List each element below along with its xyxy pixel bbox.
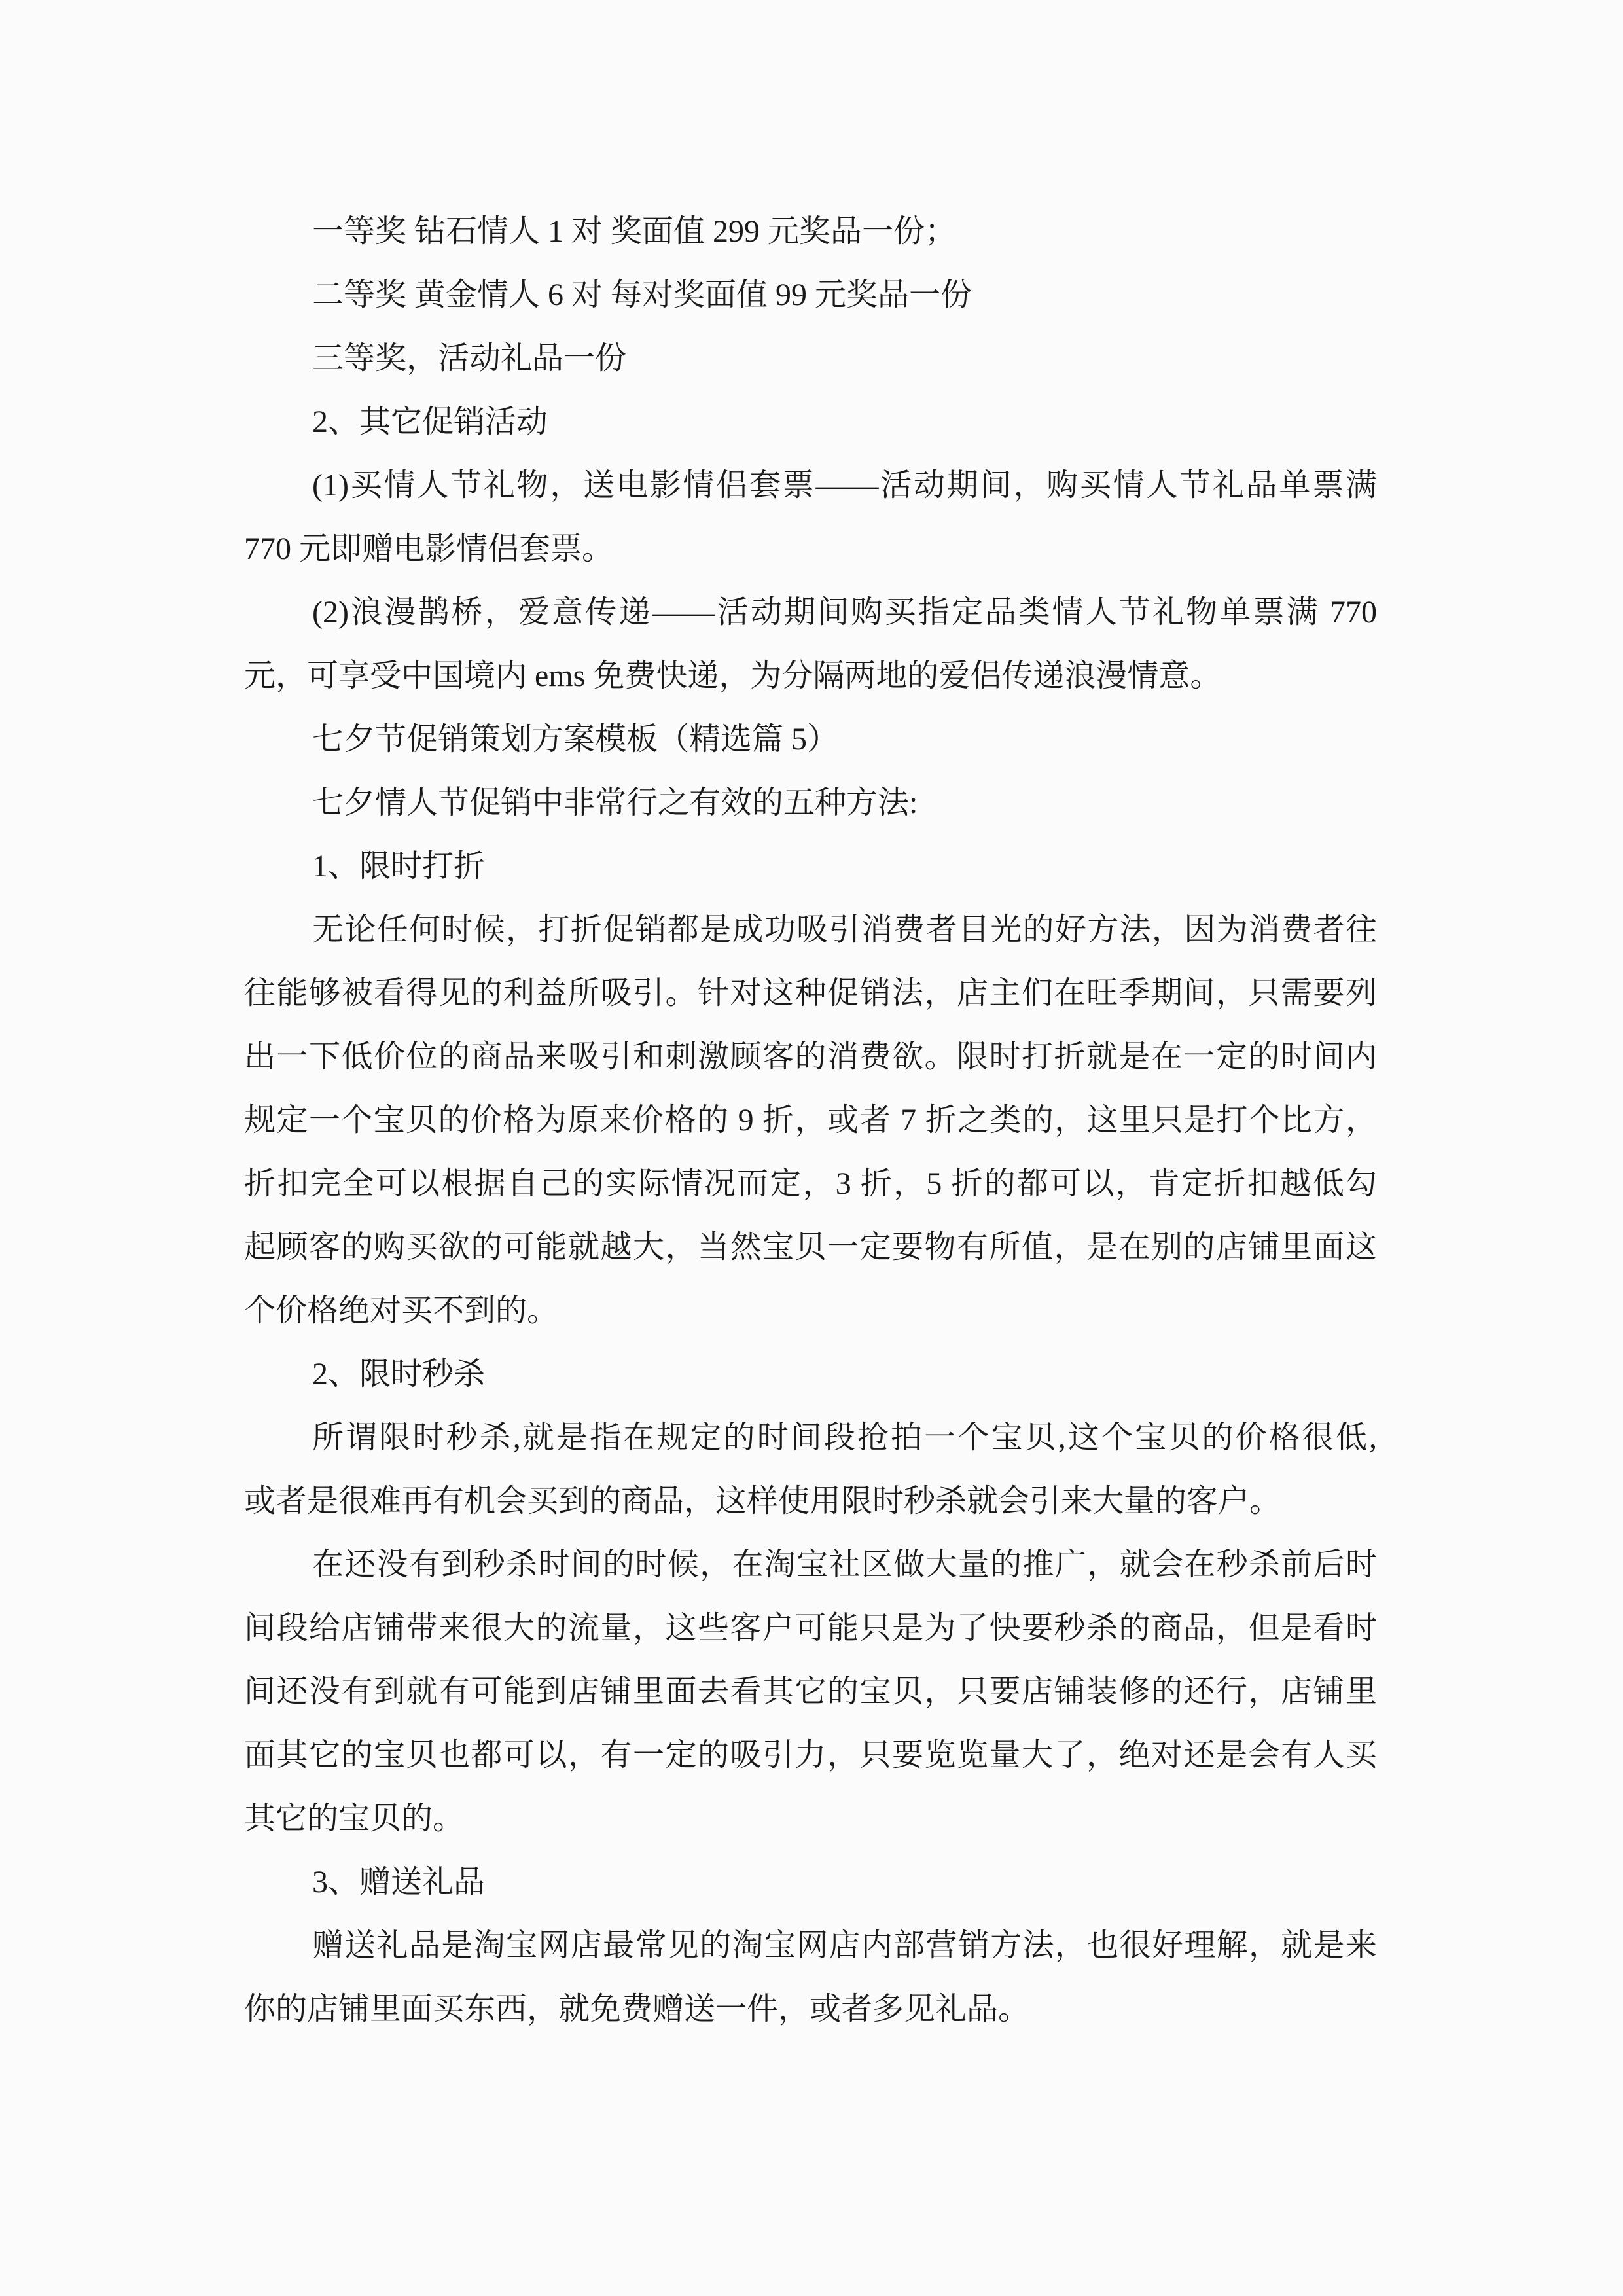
- doc-line: 起顾客的购买欲的可能就越大，当然宝贝一定要物有所值，是在别的店铺里面这: [244, 1230, 1377, 1265]
- doc-line: 或者是很难再有机会买到的商品，这样使用限时秒杀就会引来大量的客户。: [244, 1484, 1281, 1518]
- doc-line: 770 元即赠电影情侣套票。: [244, 531, 614, 566]
- doc-line: 二等奖 黄金情人 6 对 每对奖面值 99 元奖品一份: [312, 278, 972, 312]
- doc-line: 元，可享受中国境内 ems 免费快递，为分隔两地的爱侣传递浪漫情意。: [244, 658, 1222, 693]
- doc-line: 2、其它促销活动: [312, 404, 548, 439]
- doc-line: 3、赠送礼品: [312, 1865, 486, 1899]
- doc-line: 间段给店铺带来很大的流量，这些客户可能只是为了快要秒杀的商品，但是看时: [244, 1611, 1377, 1645]
- doc-line: 七夕情人节促销中非常行之有效的五种方法:: [312, 785, 918, 820]
- doc-line: 1、限时打折: [312, 849, 486, 884]
- doc-line: 个价格绝对买不到的。: [244, 1293, 559, 1328]
- doc-line: (1)买情人节礼物，送电影情侣套票——活动期间，购买情人节礼品单票满: [312, 468, 1377, 503]
- doc-line: 无论任何时候，打折促销都是成功吸引消费者目光的好方法，因为消费者往: [312, 912, 1377, 947]
- text-block: [244, 200, 1377, 2041]
- doc-line: 三等奖，活动礼品一份: [312, 341, 627, 376]
- doc-line: 规定一个宝贝的价格为原来价格的 9 折，或者 7 折之类的，这里只是打个比方，: [244, 1103, 1377, 1138]
- doc-line: 在还没有到秒杀时间的时候，在淘宝社区做大量的推广，就会在秒杀前后时: [312, 1547, 1377, 1582]
- doc-line: 七夕节促销策划方案模板（精选篇 5）: [312, 722, 839, 757]
- doc-line: 面其它的宝贝也都可以，有一定的吸引力，只要览览量大了，绝对还是会有人买: [244, 1738, 1377, 1772]
- doc-line: (2)浪漫鹊桥，爱意传递——活动期间购买指定品类情人节礼物单票满 770: [312, 595, 1377, 630]
- doc-line: 其它的宝贝的。: [244, 1801, 465, 1836]
- doc-line: 你的店铺里面买东西，就免费赠送一件，或者多见礼品。: [244, 1992, 1030, 2026]
- doc-line: 所谓限时秒杀,就是指在规定的时间段抢拍一个宝贝,这个宝贝的价格很低,: [312, 1420, 1377, 1455]
- doc-line: 出一下低价位的商品来吸引和刺激顾客的消费欲。限时打折就是在一定的时间内: [244, 1039, 1377, 1074]
- doc-line: 往能够被看得见的利益所吸引。针对这种促销法，店主们在旺季期间，只需要列: [244, 976, 1377, 1011]
- doc-line: 折扣完全可以根据自己的实际情况而定，3 折，5 折的都可以，肯定折扣越低勾: [244, 1166, 1377, 1201]
- doc-line: 间还没有到就有可能到店铺里面去看其它的宝贝，只要店铺装修的还行，店铺里: [244, 1674, 1377, 1709]
- doc-line: 2、限时秒杀: [312, 1357, 486, 1391]
- doc-line: 赠送礼品是淘宝网店最常见的淘宝网店内部营销方法，也很好理解，就是来: [312, 1928, 1377, 1963]
- doc-line: 一等奖 钻石情人 1 对 奖面值 299 元奖品一份；: [312, 214, 957, 249]
